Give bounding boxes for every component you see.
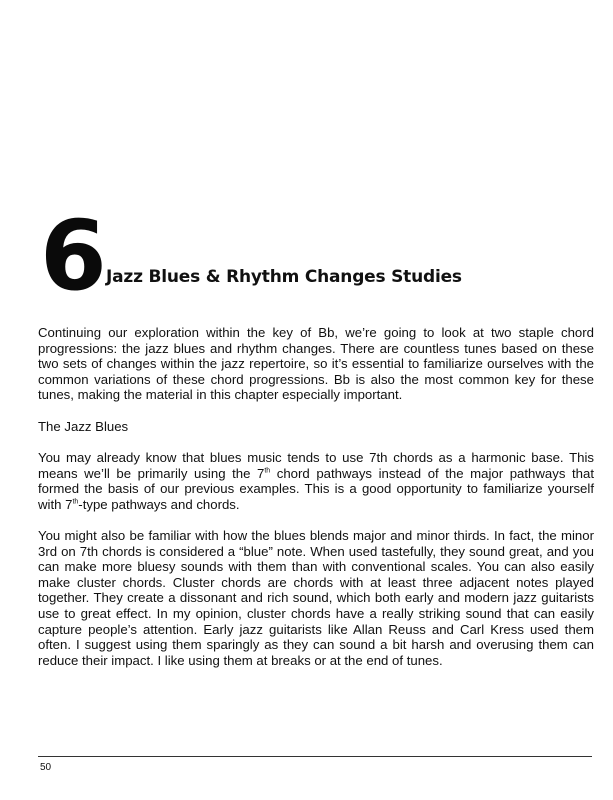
superscript: th xyxy=(264,467,271,475)
paragraph-text: You may already know that blues music tends to use 7th chords as a harmonic base. This means we’ll be primarily using the 7 xyxy=(38,450,594,481)
paragraph-text: chord pathways instead of the major pathways that formed the basis of our previous examples. This is a good opportunity to familiarize yourself with 7 xyxy=(38,465,594,512)
section-heading: The Jazz Blues xyxy=(38,419,129,434)
superscript: th xyxy=(72,498,79,506)
page-number: 50 xyxy=(40,762,52,773)
intro-paragraph: Continuing our exploration within the key of Bb, we’re going to look at two staple chord progressions: the jazz blues and rhythm changes. There are countless tunes based on these two sets of changes within the jazz repertoire, so it’s essential to familiarize ourselves with the common variations of these chord progressions. Bb is also the most common key for these tunes, making the material in this chapter especially important. xyxy=(38,325,594,403)
paragraph-text: -type pathways and chords. xyxy=(78,496,240,512)
footer-divider xyxy=(38,756,592,757)
body-paragraph-1 xyxy=(38,450,594,512)
body-paragraph-2: You might also be familiar with how the blues blends major and minor thirds. In fact, the minor 3rd on 7th chords is considered a “blue” note. When used tastefully, they sound great, and you can make more bluesy sounds with them than with conventional scales. You can also easily make cluster chords. Cluster chords are chords with at least three adjacent notes played together. They create a dissonant and rich sound, which both early and modern jazz guitarists use to great effect. In my opinion, cluster chords have a really striking sound that can easily capture people’s attention. Early jazz guitarists like Allan Reuss and Carl Kress used them often. I suggest using them sparingly as they can sound a bit harsh and overusing them can reduce their impact. I like using them at breaks or at the end of tunes. xyxy=(38,528,594,668)
chapter-number: 6 xyxy=(40,200,105,312)
chapter-title: Jazz Blues & Rhythm Changes Studies xyxy=(106,267,462,287)
